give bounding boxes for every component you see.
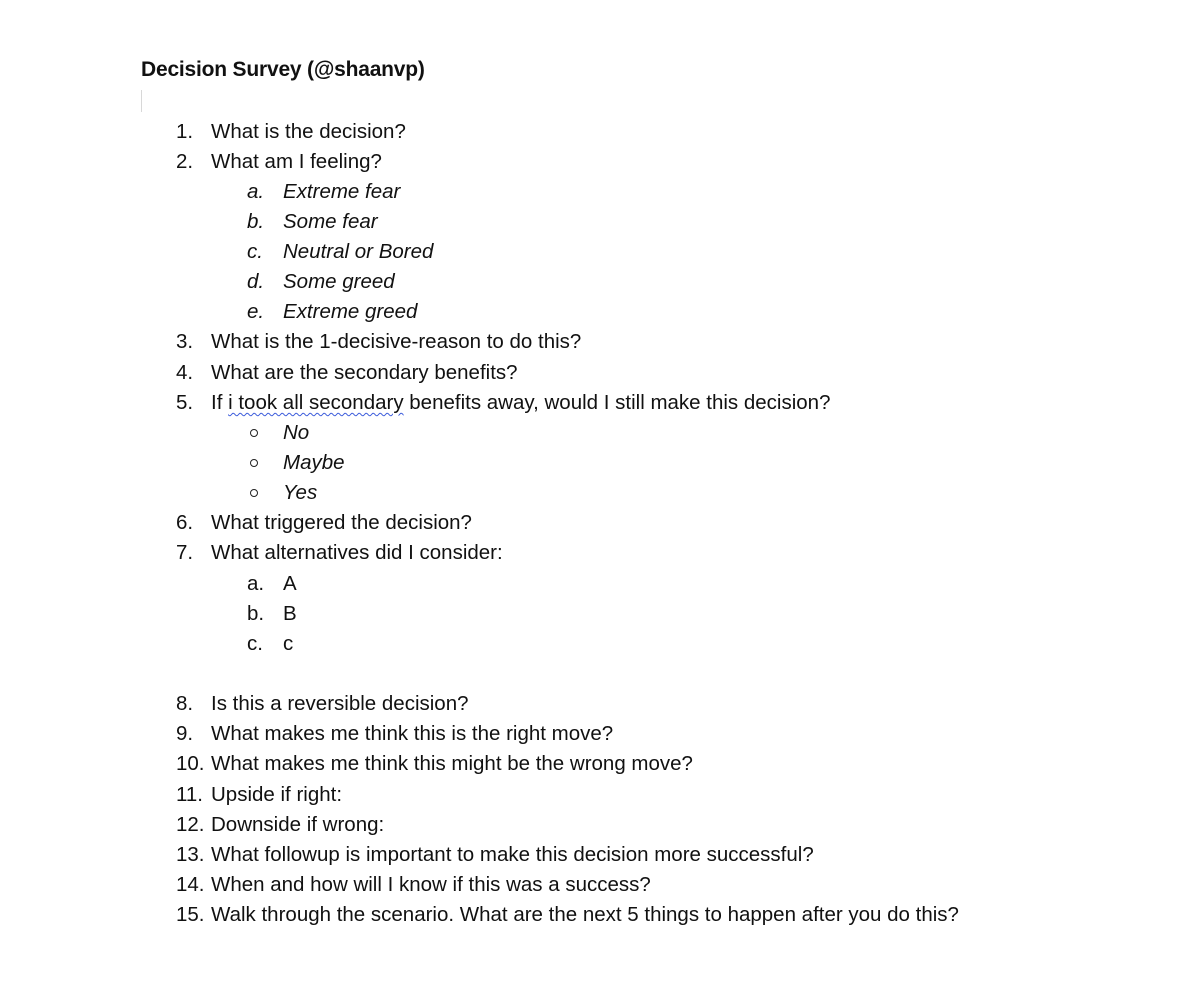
list-item-text: What alternatives did I consider: <box>211 541 503 564</box>
list-item-text: Some fear <box>283 210 378 233</box>
list-item-text: No <box>283 421 310 444</box>
list-item-text: Some greed <box>283 270 395 293</box>
list-number: 5. <box>176 391 194 414</box>
list-number: 15. <box>176 903 205 926</box>
list-item-text: c <box>283 632 294 655</box>
list-item-text <box>211 388 831 418</box>
list-number: 10. <box>176 752 205 775</box>
text-segment: If <box>211 391 229 414</box>
hollow-bullet-icon <box>250 459 258 467</box>
list-letter: e. <box>247 300 265 323</box>
list-item-text: Maybe <box>283 451 345 474</box>
list-letter: c. <box>247 632 263 655</box>
list-item-text: Downside if wrong: <box>211 813 385 836</box>
list-number: 3. <box>176 330 194 353</box>
list-number: 2. <box>176 150 194 173</box>
list-item-text: What followup is important to make this decision more successful? <box>211 843 814 866</box>
list-item-text: Extreme fear <box>283 180 401 203</box>
text-cursor <box>141 90 142 112</box>
spellcheck-flagged-text[interactable]: i took all secondary <box>228 391 404 414</box>
list-item-text: What makes me think this might be the wrong move? <box>211 752 693 775</box>
list-letter: d. <box>247 270 265 293</box>
list-number: 8. <box>176 692 194 715</box>
list-item-text: What is the decision? <box>211 120 406 143</box>
hollow-bullet-icon <box>250 489 258 497</box>
list-item-text: What are the secondary benefits? <box>211 361 518 384</box>
list-item-text: When and how will I know if this was a success? <box>211 873 651 896</box>
list-item-text: Extreme greed <box>283 300 418 323</box>
list-item-text: Walk through the scenario. What are the next 5 things to happen after you do this? <box>211 903 959 926</box>
list-number: 11. <box>176 783 203 806</box>
list-number: 14. <box>176 873 205 896</box>
list-number: 13. <box>176 843 205 866</box>
hollow-bullet-icon <box>250 429 258 437</box>
list-number: 12. <box>176 813 205 836</box>
list-letter: a. <box>247 180 265 203</box>
list-number: 9. <box>176 722 194 745</box>
list-number: 6. <box>176 511 194 534</box>
list-number: 1. <box>176 120 194 143</box>
list-letter: b. <box>247 210 265 233</box>
list-item-text: A <box>283 572 297 595</box>
list-item-text: What makes me think this is the right move? <box>211 722 614 745</box>
list-item-text: Is this a reversible decision? <box>211 692 469 715</box>
list-item-text: What is the 1-decisive-reason to do this? <box>211 330 582 353</box>
text-segment: benefits away, would I still make this decision? <box>403 391 831 414</box>
list-letter: c. <box>247 240 263 263</box>
list-letter: b. <box>247 602 265 625</box>
list-item-text: What am I feeling? <box>211 150 382 173</box>
list-letter: a. <box>247 572 265 595</box>
list-item-text: Neutral or Bored <box>283 240 434 263</box>
document-title: Decision Survey (@shaanvp) <box>141 58 425 81</box>
list-item-text: Upside if right: <box>211 783 343 806</box>
list-item-text: What triggered the decision? <box>211 511 472 534</box>
list-item-text: Yes <box>283 481 318 504</box>
list-number: 4. <box>176 361 194 384</box>
list-item-text: B <box>283 602 297 625</box>
list-number: 7. <box>176 541 194 564</box>
